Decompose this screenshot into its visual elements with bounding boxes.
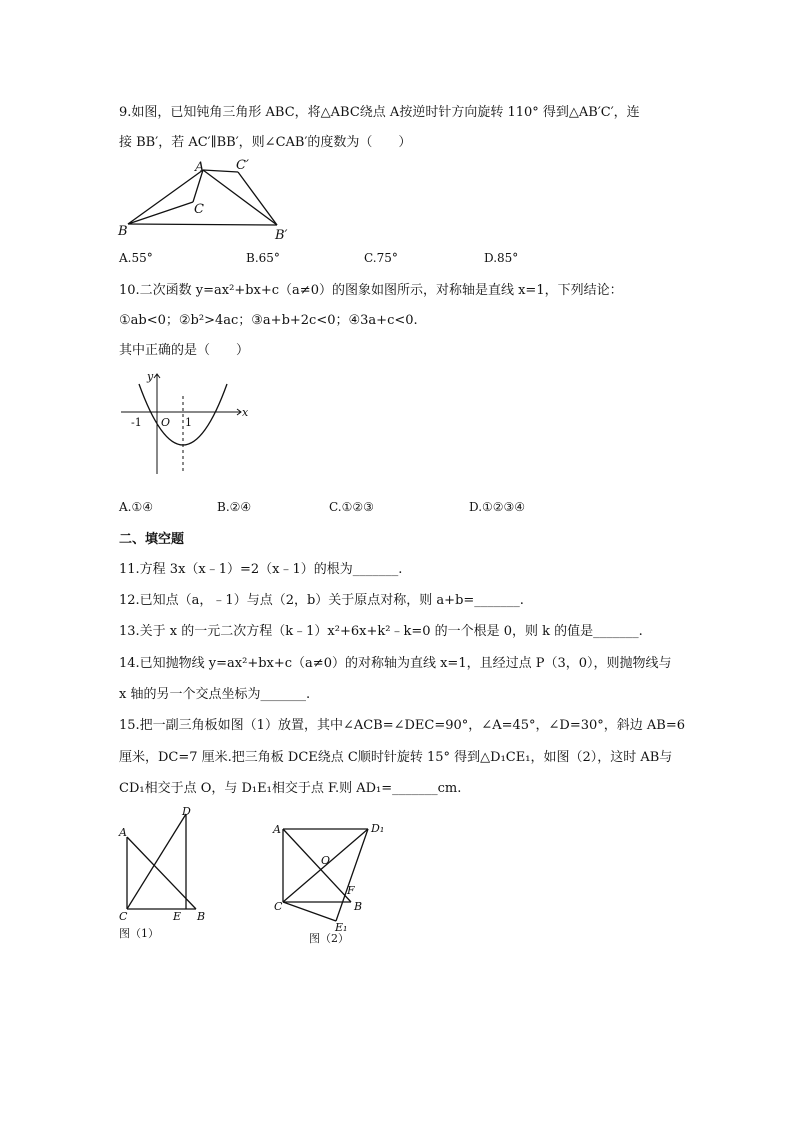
fig2-label-a: A	[273, 823, 281, 836]
q9-segment-bc	[128, 202, 193, 224]
q15-line1: 15.把一副三角板如图（1）放置，其中∠ACB=∠DEC=90°，∠A=45°，∠D=30°，斜边 AB=6	[119, 718, 686, 733]
q10-option-c: C.①②③	[329, 500, 374, 514]
q10-option-b: B.②④	[217, 500, 252, 514]
fig1-caption: 图（1）	[119, 927, 159, 940]
fig2-segment-ce1	[283, 902, 336, 921]
fig1-label-c: C	[119, 910, 128, 923]
q13-text: 13.关于 x 的一元二次方程（k﹣1）x²+6x+k²﹣k=0 的一个根是 0，则 k 的值是_______.	[119, 624, 643, 639]
q10-line2: ①ab<0；②b²>4ac；③a+b+2c<0；④3a+c<0.	[119, 313, 418, 328]
q10-option-a: A.①④	[119, 500, 153, 514]
q9-segment-ab	[128, 170, 203, 224]
q15-figure-2	[268, 818, 388, 946]
q9-option-d: D.85°	[484, 251, 519, 265]
fig2-label-o: O	[321, 854, 331, 867]
fig2-label-e1: E₁	[335, 921, 348, 934]
q10-label-o: O	[161, 416, 171, 429]
q15-line3: CD₁相交于点 O，与 D₁E₁相交于点 F.则 AD₁=_______cm.	[119, 781, 462, 796]
fig1-label-a: A	[119, 826, 127, 839]
q10-label-x: x	[242, 406, 249, 419]
q9-option-b: B.65°	[246, 251, 280, 265]
q9-line1: 9.如图，已知钝角三角形 ABC，将△ABC绕点 A按逆时针方向旋转 110° 得到△AB′C′，连	[119, 105, 640, 120]
q9-label-c-prime: C′	[236, 158, 249, 173]
q9-figure	[117, 158, 297, 244]
fig2-label-c: C	[274, 900, 283, 913]
fig1-label-d: D	[182, 806, 191, 818]
fig2-segment-ab	[283, 829, 351, 902]
q9-label-c: C	[194, 202, 204, 217]
q9-option-c: C.75°	[364, 251, 398, 265]
fig2-label-f: F	[347, 884, 355, 897]
q12-text: 12.已知点（a，﹣1）与点（2，b）关于原点对称，则 a+b=_______.	[119, 593, 524, 608]
q15-figure-1	[117, 806, 212, 942]
q9-label-b-prime: B′	[275, 228, 288, 243]
q10-label-y: y	[147, 370, 154, 383]
q10-option-d: D.①②③④	[469, 500, 526, 514]
fig2-label-d1: D₁	[371, 822, 385, 835]
q10-figure	[119, 366, 254, 481]
fig1-label-b: B	[197, 910, 206, 923]
q10-line3: 其中正确的是（ ）	[119, 343, 250, 358]
q15-line2: 厘米，DC=7 厘米.把三角板 DCE绕点 C顺时针旋转 15° 得到△D₁CE₁，如图（2），这时 AB与	[119, 750, 673, 765]
q11-text: 11.方程 3x（x﹣1）=2（x﹣1）的根为_______.	[119, 562, 403, 577]
q9-option-a: A.55°	[119, 251, 153, 265]
q10-label-neg1: -1	[131, 416, 142, 429]
fig2-caption: 图（2）	[309, 932, 349, 945]
q10-label-one: 1	[185, 416, 192, 429]
q9-label-b: B	[118, 224, 128, 239]
fig2-label-b: B	[354, 900, 363, 913]
q9-segment-ab-prime	[203, 170, 277, 225]
q14-line2: x 轴的另一个交点坐标为_______.	[119, 687, 311, 702]
q9-segment-bb-prime	[128, 224, 277, 225]
fig1-label-e: E	[173, 910, 182, 923]
section-heading-fill-blank: 二、填空题	[119, 532, 185, 547]
q9-line2: 接 BB′，若 AC′∥BB′，则∠CAB′的度数为（ ）	[119, 135, 412, 150]
q10-line1: 10.二次函数 y=ax²+bx+c（a≠0）的图象如图所示，对称轴是直线 x=1，下列结论：	[119, 283, 623, 298]
q9-label-a: A	[195, 160, 205, 175]
q9-segment-ac-prime	[203, 170, 238, 172]
q14-line1: 14.已知抛物线 y=ax²+bx+c（a≠0）的对称轴为直线 x=1，且经过点 P（3，0），则抛物线与	[119, 656, 672, 671]
fig1-segment-cd	[127, 814, 186, 909]
q9-segment-c-prime-b-prime	[238, 172, 277, 225]
